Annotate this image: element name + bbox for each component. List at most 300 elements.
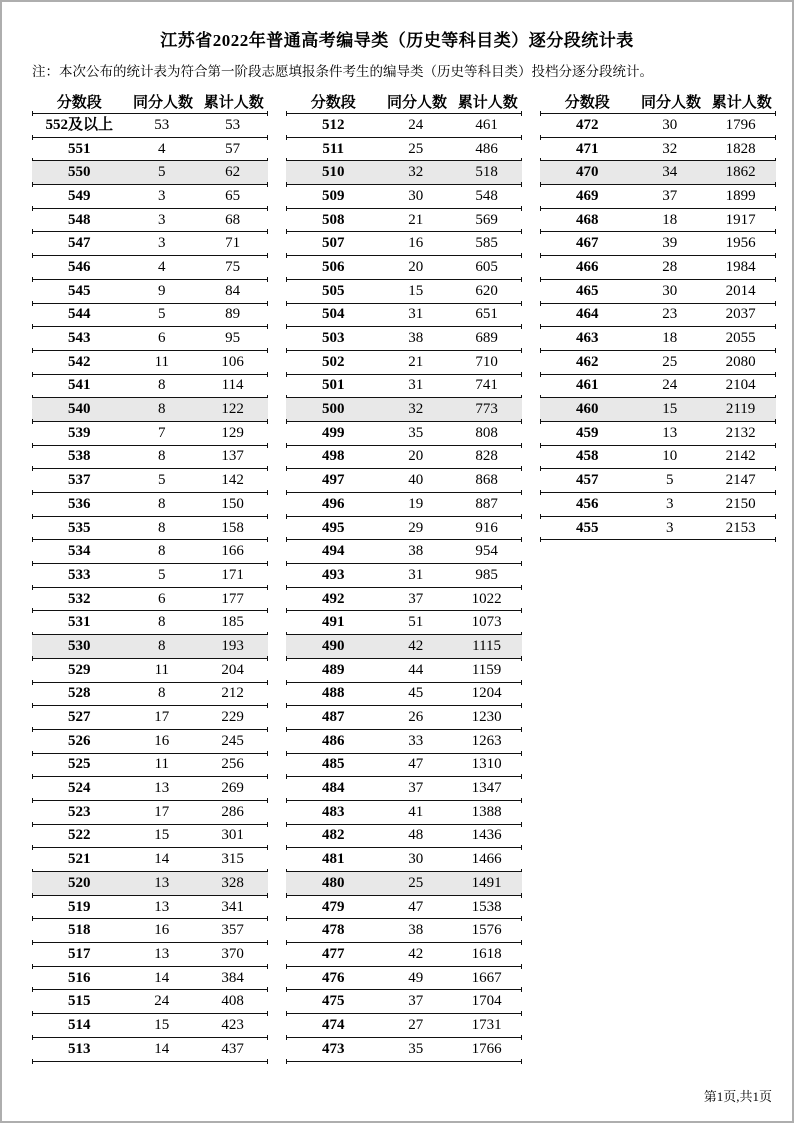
table-row <box>32 540 268 564</box>
count-cell: 8 <box>158 637 166 654</box>
cumulative-cell: 437 <box>221 1040 244 1057</box>
score-cell: 469 <box>575 187 599 204</box>
count-cell: 25 <box>662 353 678 370</box>
cumulative-cell: 773 <box>475 401 498 418</box>
table-row <box>540 232 776 256</box>
score-cell: 493 <box>321 566 345 583</box>
header-cumulative-count: 累计人数 <box>457 94 518 111</box>
cumulative-cell: 357 <box>221 922 244 939</box>
count-cell: 37 <box>408 590 424 607</box>
score-cell: 548 <box>67 211 91 228</box>
table-row <box>32 256 268 280</box>
count-cell: 4 <box>158 140 166 157</box>
score-table-3 <box>540 89 776 1062</box>
count-cell: 17 <box>154 803 170 820</box>
table-row <box>540 209 776 233</box>
count-cell: 49 <box>408 969 424 986</box>
score-cell: 490 <box>321 637 345 654</box>
table-row <box>286 422 522 446</box>
table-row <box>32 493 268 517</box>
cumulative-cell: 2150 <box>725 495 756 512</box>
count-cell: 13 <box>154 780 170 797</box>
cumulative-cell: 269 <box>221 780 244 797</box>
score-cell: 479 <box>321 898 345 915</box>
count-cell: 14 <box>154 851 170 868</box>
score-cell: 455 <box>575 519 599 536</box>
score-cell: 513 <box>67 1040 91 1057</box>
score-cell: 476 <box>321 969 345 986</box>
score-cell: 541 <box>67 377 91 394</box>
score-cell: 482 <box>321 827 345 844</box>
table-row <box>32 943 268 967</box>
score-cell: 521 <box>67 851 91 868</box>
count-cell: 38 <box>408 330 424 347</box>
cumulative-cell: 1667 <box>471 969 502 986</box>
count-cell: 4 <box>158 258 166 275</box>
count-cell: 53 <box>154 116 170 133</box>
count-cell: 5 <box>158 472 166 489</box>
count-cell: 8 <box>158 495 166 512</box>
cumulative-cell: 1230 <box>471 709 502 726</box>
cumulative-cell: 57 <box>225 140 241 157</box>
count-cell: 11 <box>154 661 170 678</box>
cumulative-cell: 1796 <box>725 116 756 133</box>
count-cell: 42 <box>408 945 424 962</box>
table-row <box>32 422 268 446</box>
score-cell: 491 <box>321 614 345 631</box>
table-row <box>286 730 522 754</box>
table-row <box>32 469 268 493</box>
score-cell: 496 <box>321 495 345 512</box>
score-cell: 537 <box>67 472 91 489</box>
cumulative-cell: 341 <box>221 898 244 915</box>
table-row <box>32 659 268 683</box>
count-cell: 47 <box>408 898 424 915</box>
cumulative-cell: 2142 <box>725 448 756 465</box>
score-cell: 475 <box>321 993 345 1010</box>
table-row <box>540 446 776 470</box>
count-cell: 8 <box>158 401 166 418</box>
table-row <box>32 327 268 351</box>
cumulative-cell: 185 <box>221 614 244 631</box>
count-cell: 13 <box>154 898 170 915</box>
table-row <box>32 232 268 256</box>
table-row <box>286 777 522 801</box>
table-row <box>32 138 268 162</box>
cumulative-cell: 605 <box>475 258 498 275</box>
table-row <box>286 919 522 943</box>
cumulative-cell: 423 <box>221 1016 244 1033</box>
cumulative-cell: 1766 <box>471 1040 502 1057</box>
cumulative-cell: 328 <box>221 874 244 891</box>
score-cell: 528 <box>67 685 91 702</box>
count-cell: 26 <box>408 709 424 726</box>
count-cell: 3 <box>158 187 166 204</box>
table-header <box>286 89 522 113</box>
score-cell: 492 <box>321 590 345 607</box>
score-cell: 506 <box>321 258 345 275</box>
score-cell: 484 <box>321 780 345 797</box>
count-cell: 31 <box>408 306 424 323</box>
table-body <box>32 113 268 1062</box>
score-cell: 498 <box>321 448 345 465</box>
score-cell: 530 <box>67 637 91 654</box>
count-cell: 38 <box>408 543 424 560</box>
count-cell: 8 <box>158 377 166 394</box>
score-cell: 460 <box>575 401 599 418</box>
cumulative-cell: 158 <box>221 519 244 536</box>
table-row <box>540 280 776 304</box>
table-row <box>286 446 522 470</box>
score-cell: 467 <box>575 235 599 252</box>
score-cell: 531 <box>67 614 91 631</box>
cumulative-cell: 1491 <box>471 874 502 891</box>
score-cell: 533 <box>67 566 91 583</box>
score-cell: 509 <box>321 187 345 204</box>
table-row <box>286 967 522 991</box>
cumulative-cell: 1263 <box>471 732 502 749</box>
table-row <box>286 304 522 328</box>
count-cell: 32 <box>662 140 678 157</box>
table-row <box>286 564 522 588</box>
cumulative-cell: 2037 <box>725 306 756 323</box>
cumulative-cell: 1731 <box>471 1016 502 1033</box>
cumulative-cell: 620 <box>475 282 498 299</box>
score-cell: 505 <box>321 282 345 299</box>
table-row <box>540 422 776 446</box>
cumulative-cell: 177 <box>221 590 244 607</box>
count-cell: 35 <box>408 424 424 441</box>
score-cell: 549 <box>67 187 91 204</box>
score-cell: 502 <box>321 353 345 370</box>
count-cell: 7 <box>158 424 166 441</box>
table-row <box>32 754 268 778</box>
score-cell: 511 <box>322 140 345 157</box>
count-cell: 11 <box>154 353 170 370</box>
count-cell: 8 <box>158 685 166 702</box>
count-cell: 3 <box>666 495 674 512</box>
score-tables <box>32 89 773 1062</box>
table-row <box>32 777 268 801</box>
table-row <box>540 493 776 517</box>
score-cell: 466 <box>575 258 599 275</box>
score-cell: 483 <box>321 803 345 820</box>
table-row <box>286 943 522 967</box>
cumulative-cell: 1466 <box>471 851 502 868</box>
count-cell: 13 <box>662 424 678 441</box>
table-row <box>286 611 522 635</box>
table-row <box>286 990 522 1014</box>
count-cell: 24 <box>154 993 170 1010</box>
cumulative-cell: 68 <box>225 211 241 228</box>
score-cell: 486 <box>321 732 345 749</box>
count-cell: 29 <box>408 519 424 536</box>
score-cell: 525 <box>67 756 91 773</box>
table-row <box>286 801 522 825</box>
score-cell: 456 <box>575 495 599 512</box>
table-row <box>32 446 268 470</box>
count-cell: 38 <box>408 922 424 939</box>
count-cell: 3 <box>158 235 166 252</box>
cumulative-cell: 1159 <box>471 661 502 678</box>
score-cell: 473 <box>321 1040 345 1057</box>
score-cell: 518 <box>67 922 91 939</box>
table-row <box>32 209 268 233</box>
cumulative-cell: 65 <box>225 187 241 204</box>
table-row <box>32 872 268 896</box>
count-cell: 16 <box>408 235 424 252</box>
cumulative-cell: 868 <box>475 472 498 489</box>
score-cell: 487 <box>321 709 345 726</box>
score-cell: 535 <box>67 519 91 536</box>
count-cell: 16 <box>154 922 170 939</box>
count-cell: 15 <box>408 282 424 299</box>
count-cell: 10 <box>662 448 678 465</box>
cumulative-cell: 1204 <box>471 685 502 702</box>
cumulative-cell: 142 <box>221 472 244 489</box>
page-title: 江苏省2022年普通高考编导类（历史等科目类）逐分段统计表 <box>160 31 634 50</box>
cumulative-cell: 808 <box>475 424 498 441</box>
table-body <box>540 113 776 540</box>
count-cell: 8 <box>158 614 166 631</box>
table-row <box>32 588 268 612</box>
cumulative-cell: 887 <box>475 495 498 512</box>
cumulative-cell: 1862 <box>725 164 756 181</box>
count-cell: 14 <box>154 969 170 986</box>
count-cell: 18 <box>662 330 678 347</box>
count-cell: 6 <box>158 590 166 607</box>
count-cell: 16 <box>154 732 170 749</box>
cumulative-cell: 689 <box>475 330 498 347</box>
cumulative-cell: 75 <box>225 258 241 275</box>
header-score-segment: 分数段 <box>310 94 356 111</box>
cumulative-cell: 62 <box>225 164 241 181</box>
score-cell: 514 <box>67 1016 91 1033</box>
table-row <box>32 896 268 920</box>
cumulative-cell: 122 <box>221 401 244 418</box>
score-cell: 471 <box>575 140 599 157</box>
cumulative-cell: 585 <box>475 235 498 252</box>
score-cell: 501 <box>321 377 345 394</box>
score-cell: 517 <box>67 945 91 962</box>
cumulative-cell: 2055 <box>725 330 756 347</box>
table-row <box>286 872 522 896</box>
score-cell: 458 <box>575 448 599 465</box>
cumulative-cell: 256 <box>221 756 244 773</box>
score-cell: 546 <box>67 258 91 275</box>
table-row <box>540 327 776 351</box>
score-cell: 536 <box>67 495 91 512</box>
count-cell: 37 <box>408 780 424 797</box>
count-cell: 8 <box>158 543 166 560</box>
cumulative-cell: 1917 <box>725 211 756 228</box>
table-row <box>540 256 776 280</box>
count-cell: 47 <box>408 756 424 773</box>
count-cell: 9 <box>158 282 166 299</box>
table-row <box>540 517 776 541</box>
cumulative-cell: 954 <box>475 543 498 560</box>
page-number: 第1页,共1页 <box>703 1089 772 1104</box>
table-row <box>286 1014 522 1038</box>
count-cell: 5 <box>158 164 166 181</box>
table-row <box>286 896 522 920</box>
score-cell: 512 <box>321 116 345 133</box>
count-cell: 18 <box>662 211 678 228</box>
cumulative-cell: 1899 <box>725 187 756 204</box>
count-cell: 31 <box>408 566 424 583</box>
score-cell: 462 <box>575 353 599 370</box>
cumulative-cell: 518 <box>475 164 498 181</box>
score-table-2 <box>286 89 522 1062</box>
score-cell: 532 <box>67 590 91 607</box>
table-row <box>286 659 522 683</box>
cumulative-cell: 1956 <box>725 235 756 252</box>
table-row <box>32 161 268 185</box>
score-cell: 507 <box>321 235 345 252</box>
table-row <box>540 469 776 493</box>
cumulative-cell: 2014 <box>725 282 756 299</box>
table-row <box>286 280 522 304</box>
score-cell: 526 <box>67 732 91 749</box>
score-cell: 515 <box>67 993 91 1010</box>
cumulative-cell: 245 <box>221 732 244 749</box>
count-cell: 5 <box>158 306 166 323</box>
table-row <box>286 588 522 612</box>
header-same-score-count: 同分人数 <box>132 94 193 111</box>
score-cell: 538 <box>67 448 91 465</box>
score-cell: 503 <box>321 330 345 347</box>
table-row <box>540 114 776 138</box>
score-cell: 494 <box>321 543 345 560</box>
table-row <box>286 825 522 849</box>
count-cell: 5 <box>666 472 674 489</box>
score-cell: 481 <box>321 851 345 868</box>
table-row <box>286 161 522 185</box>
cumulative-cell: 171 <box>221 566 244 583</box>
score-cell: 522 <box>67 827 91 844</box>
score-cell: 495 <box>321 519 345 536</box>
cumulative-cell: 286 <box>221 803 244 820</box>
count-cell: 23 <box>662 306 678 323</box>
cumulative-cell: 710 <box>475 353 498 370</box>
table-row <box>286 493 522 517</box>
table-row <box>286 256 522 280</box>
count-cell: 24 <box>408 116 424 133</box>
score-cell: 465 <box>575 282 599 299</box>
table-row <box>286 848 522 872</box>
header-cumulative-count: 累计人数 <box>203 94 264 111</box>
score-cell: 489 <box>321 661 345 678</box>
score-cell: 527 <box>67 709 91 726</box>
table-row <box>540 351 776 375</box>
count-cell: 30 <box>662 282 678 299</box>
count-cell: 13 <box>154 874 170 891</box>
table-row <box>32 375 268 399</box>
cumulative-cell: 1073 <box>471 614 502 631</box>
cumulative-cell: 1618 <box>471 945 502 962</box>
table-row <box>286 398 522 422</box>
cumulative-cell: 828 <box>475 448 498 465</box>
table-row <box>540 375 776 399</box>
table-row <box>286 375 522 399</box>
table-row <box>32 185 268 209</box>
count-cell: 30 <box>662 116 678 133</box>
table-row <box>32 304 268 328</box>
table-row <box>32 801 268 825</box>
score-cell: 543 <box>67 330 91 347</box>
score-cell: 519 <box>67 898 91 915</box>
table-row <box>32 990 268 1014</box>
count-cell: 28 <box>662 258 678 275</box>
table-row <box>32 967 268 991</box>
count-cell: 27 <box>408 1016 424 1033</box>
count-cell: 15 <box>154 1016 170 1033</box>
count-cell: 14 <box>154 1040 170 1057</box>
cumulative-cell: 1984 <box>725 258 756 275</box>
table-row <box>540 398 776 422</box>
score-cell: 497 <box>321 472 345 489</box>
cumulative-cell: 2080 <box>725 353 756 370</box>
count-cell: 51 <box>408 614 424 631</box>
cumulative-cell: 461 <box>475 116 498 133</box>
score-cell: 464 <box>575 306 599 323</box>
score-cell: 468 <box>575 211 599 228</box>
count-cell: 13 <box>154 945 170 962</box>
cumulative-cell: 1388 <box>471 803 502 820</box>
count-cell: 8 <box>158 519 166 536</box>
cumulative-cell: 315 <box>221 851 244 868</box>
table-row <box>286 683 522 707</box>
table-row <box>32 611 268 635</box>
count-cell: 45 <box>408 685 424 702</box>
count-cell: 37 <box>408 993 424 1010</box>
cumulative-cell: 204 <box>221 661 244 678</box>
cumulative-cell: 150 <box>221 495 244 512</box>
count-cell: 44 <box>408 661 424 678</box>
table-row <box>286 351 522 375</box>
count-cell: 21 <box>408 211 424 228</box>
table-row <box>32 919 268 943</box>
table-row <box>286 209 522 233</box>
count-cell: 17 <box>154 709 170 726</box>
cumulative-cell: 1828 <box>725 140 756 157</box>
table-row <box>286 185 522 209</box>
table-row <box>286 138 522 162</box>
cumulative-cell: 741 <box>475 377 498 394</box>
cumulative-cell: 1704 <box>471 993 502 1010</box>
cumulative-cell: 1538 <box>471 898 502 915</box>
table-row <box>32 517 268 541</box>
count-cell: 32 <box>408 401 424 418</box>
score-cell: 539 <box>67 424 91 441</box>
count-cell: 20 <box>408 448 424 465</box>
header-same-score-count: 同分人数 <box>640 94 701 111</box>
cumulative-cell: 486 <box>475 140 498 157</box>
table-row <box>286 706 522 730</box>
cumulative-cell: 408 <box>221 993 244 1010</box>
cumulative-cell: 166 <box>221 543 244 560</box>
table-header <box>540 89 776 113</box>
cumulative-cell: 651 <box>475 306 498 323</box>
table-row <box>32 683 268 707</box>
score-cell: 510 <box>321 164 345 181</box>
table-row <box>32 706 268 730</box>
count-cell: 34 <box>662 164 678 181</box>
cumulative-cell: 1115 <box>472 637 502 654</box>
cumulative-cell: 301 <box>221 827 244 844</box>
table-row <box>32 351 268 375</box>
cumulative-cell: 129 <box>221 424 244 441</box>
